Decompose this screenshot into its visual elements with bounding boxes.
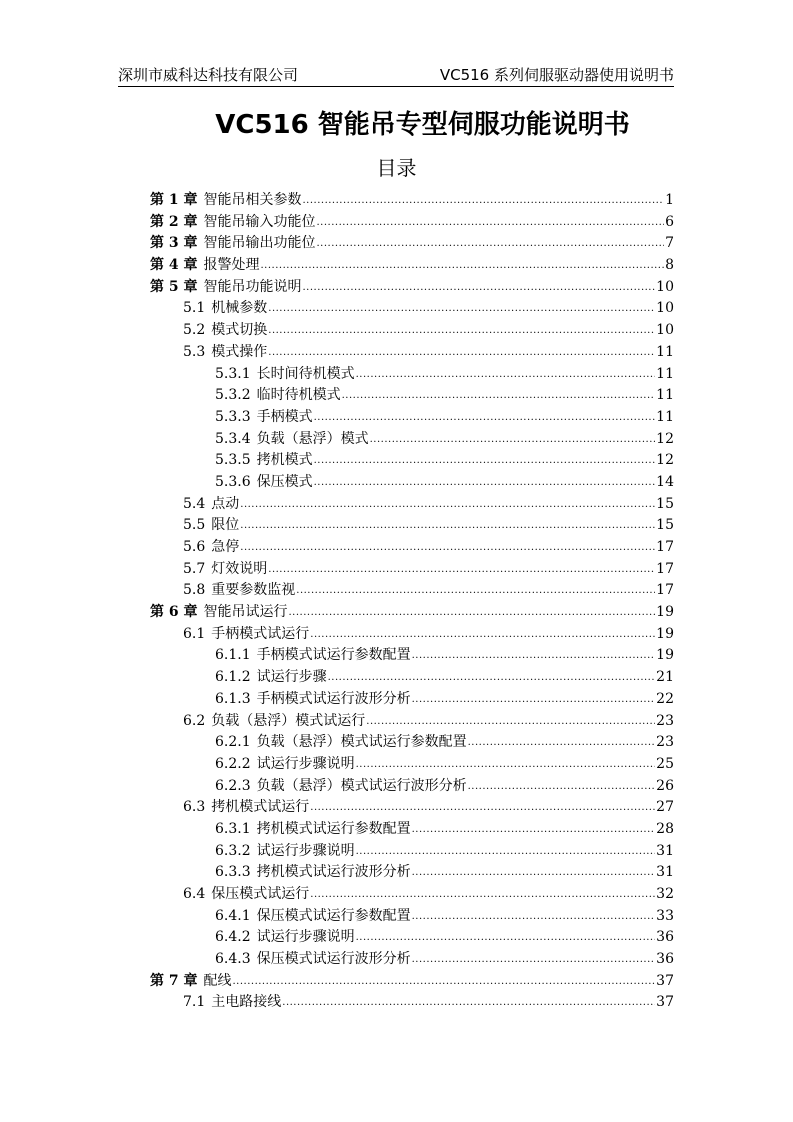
toc-entry-title: 拷机模式试运行 <box>211 799 310 816</box>
toc-dot-leader <box>412 862 656 884</box>
toc-entry[interactable] <box>150 992 674 1014</box>
toc-entry-number: 6.4.1 <box>215 907 251 924</box>
toc-entry-number: 5.7 <box>183 560 206 577</box>
toc-entry-number: 第 4 章 <box>150 257 198 274</box>
toc-entry-title: 模式切换 <box>211 322 268 339</box>
toc-entry-page: 10 <box>656 300 674 317</box>
toc-dot-leader <box>317 212 665 234</box>
toc-dot-leader <box>289 602 656 624</box>
toc-entry[interactable] <box>150 429 674 451</box>
toc-entry-title: 限位 <box>211 517 240 534</box>
toc-entry-title: 长时间待机模式 <box>256 365 355 382</box>
toc-entry-page: 6 <box>665 213 674 230</box>
toc-dot-leader <box>268 559 655 581</box>
toc-dot-leader <box>412 689 656 711</box>
toc-dot-leader <box>240 537 655 559</box>
toc-entry[interactable] <box>150 906 674 928</box>
toc-entry-title: 手柄模式试运行参数配置 <box>256 647 411 664</box>
toc-entry-page: 28 <box>656 820 674 837</box>
toc-entry-title: 急停 <box>211 539 240 555</box>
toc-entry-number: 5.3.4 <box>215 430 251 447</box>
toc-entry-title: 试运行步骤说明 <box>256 842 355 859</box>
toc-entry-page: 11 <box>656 387 674 404</box>
toc-entry[interactable] <box>150 537 674 559</box>
toc-entry-page: 11 <box>656 365 674 382</box>
toc-dot-leader <box>314 450 656 472</box>
toc-entry-page: 17 <box>656 539 674 555</box>
toc-entry[interactable] <box>150 862 674 884</box>
toc-entry-number: 5.3.6 <box>215 473 251 490</box>
toc-entry[interactable] <box>150 212 674 234</box>
toc-entry-page: 11 <box>656 343 674 360</box>
toc-heading: 目录 <box>376 156 417 180</box>
toc-entry-number: 5.8 <box>183 582 206 599</box>
toc-entry[interactable] <box>150 385 674 407</box>
toc-entry-number: 5.3.5 <box>215 452 251 469</box>
toc-entry-title: 智能吊试运行 <box>203 604 288 621</box>
toc-entry[interactable] <box>150 667 674 689</box>
toc-dot-leader <box>356 754 656 776</box>
toc-entry-title: 配线 <box>203 972 232 989</box>
toc-entry-page: 22 <box>656 690 674 707</box>
toc-entry-number: 5.4 <box>183 495 206 512</box>
toc-entry[interactable] <box>150 450 674 472</box>
toc-entry-number: 5.3.3 <box>215 408 251 425</box>
toc-entry-page: 15 <box>656 495 674 512</box>
toc-entry[interactable] <box>150 602 674 624</box>
toc-entry-number: 6.1 <box>183 625 206 642</box>
toc-entry-page: 36 <box>656 929 674 946</box>
toc-entry-number: 6.1.2 <box>215 669 251 686</box>
toc-entry-title: 试运行步骤说明 <box>256 929 355 946</box>
toc-entry-page: 37 <box>656 994 674 1011</box>
toc-entry-number: 5.2 <box>183 322 206 339</box>
toc-entry-number: 第 5 章 <box>150 278 198 295</box>
toc-entry-page: 37 <box>656 972 674 989</box>
toc-entry-title: 灯效说明 <box>211 560 268 577</box>
toc-entry-title: 手柄模式 <box>256 408 313 425</box>
toc-dot-leader <box>356 841 656 863</box>
toc-entry[interactable] <box>150 515 674 537</box>
toc-entry[interactable] <box>150 559 674 581</box>
toc-entry-page: 21 <box>656 669 674 686</box>
toc-dot-leader <box>261 255 665 277</box>
toc-entry-title: 主电路接线 <box>211 994 282 1011</box>
toc-entry-number: 6.2 <box>183 712 206 729</box>
toc-entry-number: 5.6 <box>183 539 206 555</box>
toc-entry-title: 智能吊相关参数 <box>203 192 302 208</box>
toc-entry[interactable] <box>150 927 674 949</box>
toc-entry-title: 拷机模式 <box>256 452 313 469</box>
toc-entry-number: 6.2.1 <box>215 734 251 751</box>
toc-entry-title: 重要参数监视 <box>211 582 296 599</box>
toc-entry-title: 机械参数 <box>211 300 268 317</box>
toc-entry-page: 17 <box>656 582 674 599</box>
toc-entry-title: 拷机模式试运行波形分析 <box>256 864 411 881</box>
toc-entry[interactable] <box>150 797 674 819</box>
toc-entry-number: 5.5 <box>183 517 206 534</box>
toc-entry-title: 负载（悬浮）模式试运行 <box>211 712 366 729</box>
toc-entry-number: 6.1.1 <box>215 647 251 664</box>
toc-entry[interactable] <box>150 580 674 602</box>
toc-entry-page: 23 <box>656 712 674 729</box>
toc-entry-title: 保压模式试运行波形分析 <box>256 951 411 968</box>
toc-entry-number: 6.2.3 <box>215 777 251 794</box>
table-of-contents <box>150 190 674 1014</box>
toc-entry[interactable] <box>150 277 674 299</box>
toc-dot-leader <box>233 971 656 993</box>
toc-dot-leader <box>468 732 656 754</box>
toc-entry-number: 6.3 <box>183 799 206 816</box>
toc-entry-title: 手柄模式试运行波形分析 <box>256 690 411 707</box>
toc-entry-number: 第 1 章 <box>150 192 198 208</box>
toc-entry[interactable] <box>150 494 674 516</box>
toc-entry-page: 31 <box>656 842 674 859</box>
toc-entry[interactable] <box>150 949 674 971</box>
toc-entry-number: 第 2 章 <box>150 213 198 230</box>
toc-entry-number: 第 3 章 <box>150 235 198 252</box>
toc-dot-leader <box>268 320 655 342</box>
toc-entry[interactable] <box>150 645 674 667</box>
toc-entry[interactable] <box>150 624 674 646</box>
toc-entry-page: 19 <box>656 647 674 664</box>
toc-entry-number: 6.4 <box>183 886 206 902</box>
toc-entry-page: 27 <box>656 799 674 816</box>
toc-dot-leader <box>370 429 656 451</box>
document-title: VC516 智能吊专型伺服功能说明书 <box>215 110 630 140</box>
toc-entry-title: 临时待机模式 <box>256 387 341 404</box>
header-company: 深圳市威科达科技有限公司 <box>118 66 299 84</box>
toc-entry-title: 拷机模式试运行参数配置 <box>256 820 411 837</box>
toc-dot-leader <box>268 342 655 364</box>
toc-entry-page: 14 <box>656 473 674 490</box>
toc-entry[interactable] <box>150 407 674 429</box>
toc-entry-number: 6.4.2 <box>215 929 251 946</box>
toc-dot-leader <box>314 472 656 494</box>
toc-entry[interactable] <box>150 884 674 906</box>
toc-entry-number: 第 7 章 <box>150 972 198 989</box>
toc-entry-page: 17 <box>656 560 674 577</box>
toc-dot-leader <box>296 580 655 602</box>
toc-entry-number: 6.3.3 <box>215 864 251 881</box>
toc-entry-page: 31 <box>656 864 674 881</box>
toc-entry[interactable] <box>150 711 674 733</box>
toc-entry-page: 11 <box>656 408 674 425</box>
toc-entry-number: 6.2.2 <box>215 755 251 772</box>
toc-entry[interactable] <box>150 320 674 342</box>
toc-dot-leader <box>282 992 655 1014</box>
toc-entry-page: 8 <box>665 257 674 274</box>
toc-entry[interactable] <box>150 298 674 320</box>
toc-entry-title: 报警处理 <box>203 257 260 274</box>
toc-dot-leader <box>412 819 656 841</box>
toc-dot-leader <box>314 407 656 429</box>
header-manual-title: VC516 系列伺服驱动器使用说明书 <box>439 66 674 84</box>
toc-entry[interactable] <box>150 819 674 841</box>
toc-entry-title: 模式操作 <box>211 343 268 360</box>
toc-entry[interactable] <box>150 776 674 798</box>
toc-entry-title: 试运行步骤 <box>256 669 327 686</box>
toc-entry-title: 智能吊输出功能位 <box>203 235 316 252</box>
page-header <box>118 64 674 87</box>
toc-entry[interactable] <box>150 732 674 754</box>
toc-entry[interactable] <box>150 233 674 255</box>
toc-entry-title: 智能吊输入功能位 <box>203 213 316 230</box>
toc-entry-page: 10 <box>656 278 674 295</box>
toc-entry-number: 6.1.3 <box>215 690 251 707</box>
toc-entry-title: 负载（悬浮）模式 <box>256 430 369 447</box>
toc-dot-leader <box>412 949 656 971</box>
toc-entry-page: 15 <box>656 517 674 534</box>
toc-entry-number: 5.3 <box>183 343 206 360</box>
toc-entry-page: 1 <box>665 192 674 208</box>
toc-entry-number: 5.3.2 <box>215 387 251 404</box>
toc-dot-leader <box>412 906 656 928</box>
toc-entry-number: 5.3.1 <box>215 365 251 382</box>
toc-dot-leader <box>366 711 655 733</box>
toc-entry-page: 10 <box>656 322 674 339</box>
toc-entry-title: 手柄模式试运行 <box>211 625 310 642</box>
toc-entry-page: 19 <box>656 625 674 642</box>
toc-entry-title: 保压模式试运行 <box>211 886 310 902</box>
toc-entry-title: 点动 <box>211 495 240 512</box>
toc-dot-leader <box>342 385 656 407</box>
toc-dot-leader <box>303 190 665 212</box>
toc-dot-leader <box>310 624 655 646</box>
toc-dot-leader <box>268 298 655 320</box>
toc-entry[interactable] <box>150 342 674 364</box>
toc-dot-leader <box>310 884 655 906</box>
toc-entry-page: 12 <box>656 452 674 469</box>
toc-dot-leader <box>317 233 665 255</box>
toc-dot-leader <box>303 277 656 299</box>
toc-entry-title: 试运行步骤说明 <box>256 755 355 772</box>
toc-entry-number: 第 6 章 <box>150 604 198 621</box>
toc-entry-page: 33 <box>656 907 674 924</box>
toc-entry-title: 保压模式 <box>256 473 313 490</box>
toc-entry-number: 6.3.1 <box>215 820 251 837</box>
toc-dot-leader <box>468 776 656 798</box>
toc-entry-number: 6.3.2 <box>215 842 251 859</box>
toc-dot-leader <box>240 515 655 537</box>
toc-entry-page: 12 <box>656 430 674 447</box>
toc-entry-page: 26 <box>656 777 674 794</box>
toc-entry[interactable] <box>150 255 674 277</box>
toc-entry[interactable] <box>150 689 674 711</box>
toc-entry-number: 6.4.3 <box>215 951 251 968</box>
toc-dot-leader <box>356 927 656 949</box>
toc-entry[interactable] <box>150 841 674 863</box>
toc-entry[interactable] <box>150 472 674 494</box>
toc-dot-leader <box>356 364 656 386</box>
toc-entry-title: 负载（悬浮）模式试运行参数配置 <box>256 734 467 751</box>
toc-entry-page: 36 <box>656 951 674 968</box>
toc-entry-title: 智能吊功能说明 <box>203 278 302 295</box>
toc-dot-leader <box>240 494 655 516</box>
toc-entry-number: 7.1 <box>183 994 206 1011</box>
toc-entry-page: 19 <box>656 604 674 621</box>
toc-dot-leader <box>412 645 656 667</box>
toc-entry[interactable] <box>150 364 674 386</box>
toc-entry-title: 保压模式试运行参数配置 <box>256 907 411 924</box>
toc-entry[interactable] <box>150 190 674 212</box>
toc-entry-number: 5.1 <box>183 300 206 317</box>
toc-entry[interactable] <box>150 971 674 993</box>
toc-entry-page: 7 <box>665 235 674 252</box>
toc-dot-leader <box>310 797 655 819</box>
toc-dot-leader <box>328 667 656 689</box>
toc-entry-page: 25 <box>656 755 674 772</box>
toc-entry-title: 负载（悬浮）模式试运行波形分析 <box>256 777 467 794</box>
toc-entry-page: 32 <box>656 886 674 902</box>
toc-entry-page: 23 <box>656 734 674 751</box>
toc-entry[interactable] <box>150 754 674 776</box>
